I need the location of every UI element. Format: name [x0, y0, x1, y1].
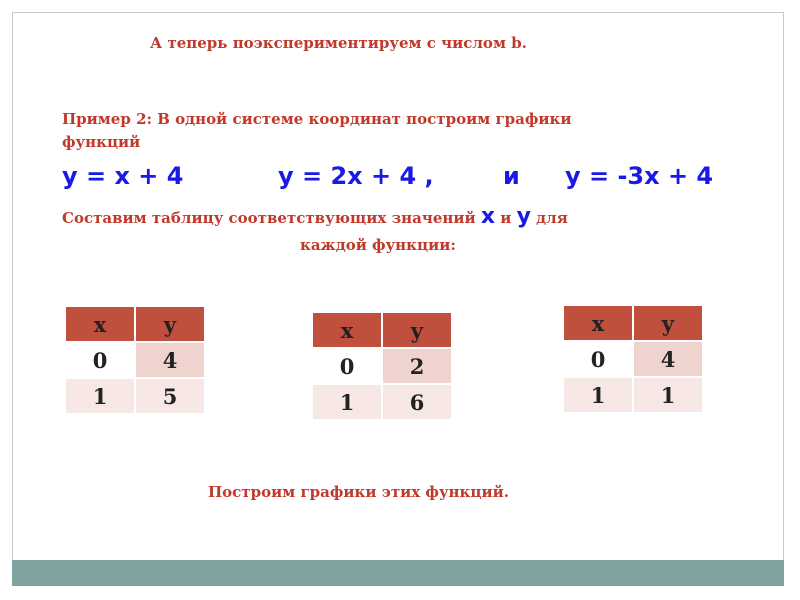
table-header-x: х: [564, 306, 632, 340]
table-header-y: у: [634, 306, 702, 340]
table-header-x: х: [66, 307, 134, 341]
table-cell: 2: [383, 349, 451, 383]
intro-heading: А теперь поэкспериментируем с числом b.: [150, 34, 527, 52]
compose-instruction: [62, 204, 568, 229]
formula-2: у = 2х + 4 ,: [278, 162, 434, 190]
compose-and: и: [495, 209, 517, 227]
value-table-3: [562, 304, 704, 414]
table-cell: 1: [66, 379, 134, 413]
table-cell: 0: [66, 343, 134, 377]
table-cell: 1: [564, 378, 632, 412]
table-cell: 1: [634, 378, 702, 412]
compose-x-symbol: х: [480, 204, 496, 229]
table-cell: 5: [136, 379, 204, 413]
table-cell: 1: [313, 385, 381, 419]
table-cell: 4: [136, 343, 204, 377]
compose-y-symbol: у: [516, 204, 531, 229]
table-cell: 4: [634, 342, 702, 376]
table-header-x: х: [313, 313, 381, 347]
example-heading-continuation: функций: [62, 133, 141, 151]
formula-1: у = х + 4: [62, 162, 184, 190]
bottom-bar: [12, 560, 784, 586]
compose-instruction-continuation: каждой функции:: [300, 236, 456, 254]
value-table-2: [311, 311, 453, 421]
table-cell: 0: [564, 342, 632, 376]
table-cell: 0: [313, 349, 381, 383]
formula-3: у = -3х + 4: [565, 162, 714, 190]
table-header-y: у: [136, 307, 204, 341]
value-table-1: [64, 305, 206, 415]
table-header-y: у: [383, 313, 451, 347]
example-heading: Пример 2: В одной системе координат построим графики: [62, 110, 572, 128]
formula-and: и: [503, 162, 520, 190]
table-cell: 6: [383, 385, 451, 419]
compose-text-end: для: [530, 209, 568, 227]
compose-text: Составим таблицу соответствующих значений: [62, 209, 481, 227]
footer-instruction: Построим графики этих функций.: [208, 483, 509, 501]
